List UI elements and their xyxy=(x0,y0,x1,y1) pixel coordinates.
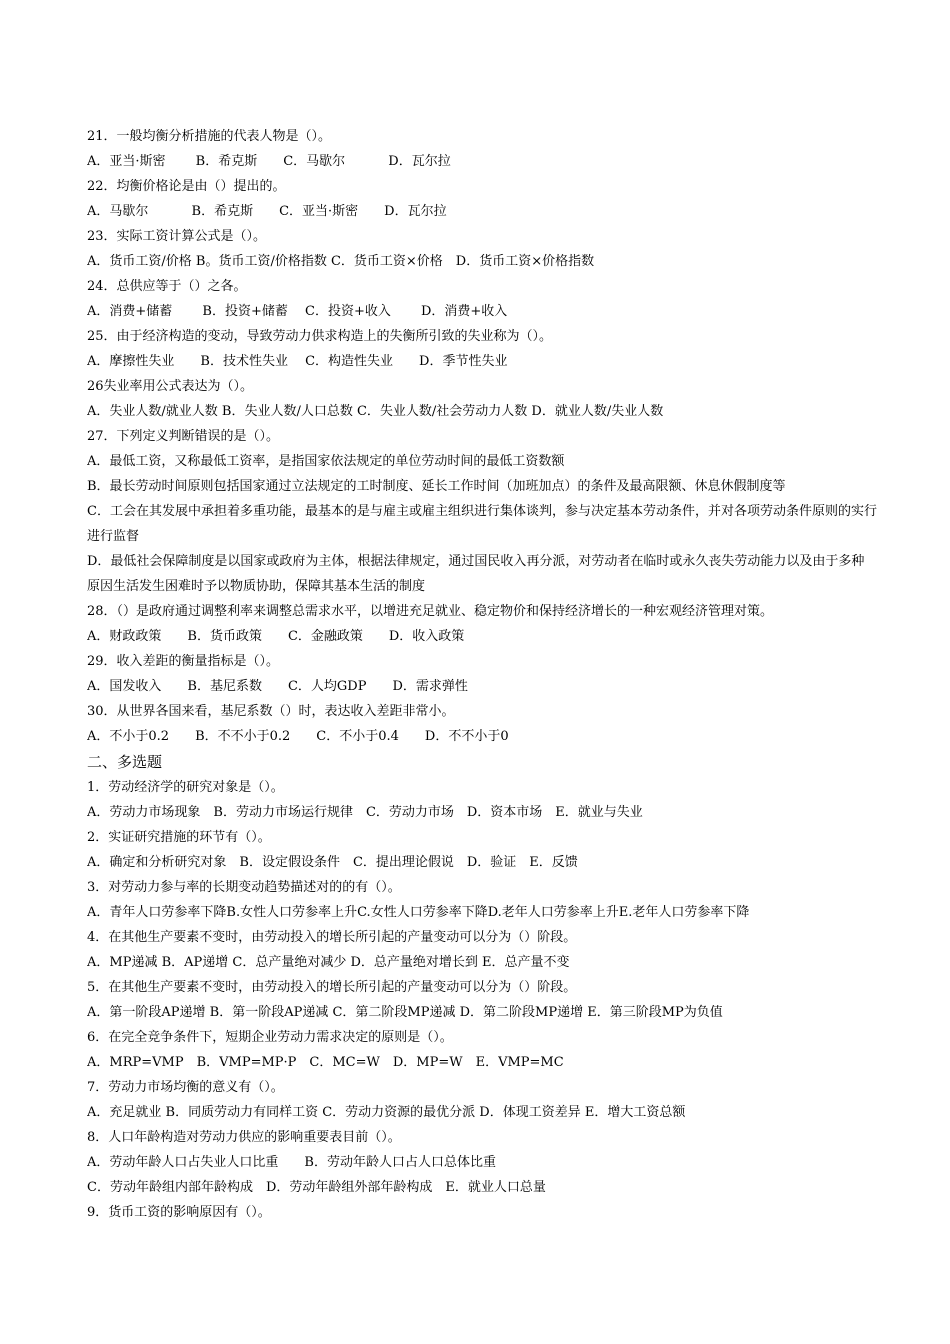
mq6-options: A．MRP=VMP B．VMP=MP·P C．MC=W D．MP=W E．VMP=MC xyxy=(87,1055,564,1070)
q25-text: 25．由于经济构造的变动，导致劳动力供求构造上的失衡所引致的失业称为（）。 xyxy=(87,329,553,344)
mq5-text: 5．在其他生产要素不变时，由劳动投入的增长所引起的产量变动可以分为（）阶段。 xyxy=(87,980,577,995)
mq3-options: A．青年人口劳参率下降B.女性人口劳参率上升C.女性人口劳参率下降D.老年人口劳参率上升E.老年人口劳参率下降 xyxy=(87,905,750,920)
mq8-options-ab: A．劳动年龄人口占失业人口比重 B．劳动年龄人口占人口总体比重 xyxy=(87,1155,496,1170)
q21-text: 21．一般均衡分析措施的代表人物是（）。 xyxy=(87,129,332,144)
q27-option-c: C．工会在其发展中承担着多重功能，最基本的是与雇主或雇主组织进行集体谈判，参与决定基本劳动条件，并对各项劳动条件原则的实行进行监督 xyxy=(87,504,877,544)
mq8-options-cde: C．劳动年龄组内部年龄构成 D．劳动年龄组外部年龄构成 E．就业人口总量 xyxy=(87,1180,546,1195)
section-heading-multiple-choice: 二、多选题 xyxy=(87,753,163,771)
q23-text: 23．实际工资计算公式是（）。 xyxy=(87,229,267,244)
mq2-text: 2．实证研究措施的环节有（）。 xyxy=(87,830,271,845)
q30-text: 30．从世界各国来看，基尼系数（）时，表达收入差距非常小。 xyxy=(87,704,455,719)
q28-options: A．财政政策 B．货币政策 C．金融政策 D．收入政策 xyxy=(87,629,465,644)
q24-text: 24．总供应等于（）之各。 xyxy=(87,279,247,294)
q26-text: 26失业率用公式表达为（）。 xyxy=(87,379,254,394)
document-page xyxy=(87,124,877,1225)
mq6-text: 6．在完全竞争条件下，短期企业劳动力需求决定的原则是（）。 xyxy=(87,1030,453,1045)
q22-options: A．马歇尔 B．希克斯 C．亚当·斯密 D．瓦尔拉 xyxy=(87,204,447,219)
q27-option-b: B．最长劳动时间原则包括国家通过立法规定的工时制度、延长工作时间（加班加点）的条件及最高限额、休息休假制度等 xyxy=(87,479,786,494)
mq7-options: A．充足就业 B．同质劳动力有同样工资 C．劳动力资源的最优分派 D．体现工资差异 E．增大工资总额 xyxy=(87,1105,686,1120)
q29-text: 29．收入差距的衡量指标是（）。 xyxy=(87,654,280,669)
mq7-text: 7．劳动力市场均衡的意义有（）。 xyxy=(87,1080,284,1095)
q23-options: A．货币工资/价格 B。货币工资/价格指数 C．货币工资×价格 D．货币工资×价格指数 xyxy=(87,254,595,269)
q28-text: 28．（）是政府通过调整利率来调整总需求水平，以增进充足就业、稳定物价和保持经济增长的一种宏观经济管理对策。 xyxy=(87,604,774,619)
mq1-text: 1．劳动经济学的研究对象是（）。 xyxy=(87,780,284,795)
q22-text: 22．均衡价格论是由（）提出的。 xyxy=(87,179,286,194)
mq5-options: A．第一阶段AP递增 B．第一阶段AP递减 C．第二阶段MP递减 D．第二阶段MP递增 E．第三阶段MP为负值 xyxy=(87,1005,723,1020)
mq4-options: A．MP递减 B．AP递增 C．总产量绝对减少 D．总产量绝对增长到 E．总产量不变 xyxy=(87,955,570,970)
q30-options: A．不小于0.2 B．不不小于0.2 C．不小于0.4 D．不不小于0 xyxy=(87,729,509,744)
mq8-text: 8．人口年龄构造对劳动力供应的影响重要表目前（）。 xyxy=(87,1130,401,1145)
mq4-text: 4．在其他生产要素不变时，由劳动投入的增长所引起的产量变动可以分为（）阶段。 xyxy=(87,930,577,945)
q27-text: 27．下列定义判断错误的是（）。 xyxy=(87,429,280,444)
q29-options: A．国发收入 B．基尼系数 C．人均GDP D．需求弹性 xyxy=(87,679,468,694)
q27-option-a: A．最低工资，又称最低工资率，是指国家依法规定的单位劳动时间的最低工资数额 xyxy=(87,454,565,469)
q26-options: A．失业人数/就业人数 B．失业人数/人口总数 C．失业人数/社会劳动力人数 D．就业人数/失业人数 xyxy=(87,404,664,419)
q24-options: A．消费+储蓄 B．投资+储蓄 C．投资+收入 D．消费+收入 xyxy=(87,304,508,319)
q25-options: A．摩擦性失业 B．技术性失业 C．构造性失业 D．季节性失业 xyxy=(87,354,508,369)
mq1-options: A．劳动力市场现象 B．劳动力市场运行规律 C．劳动力市场 D．资本市场 E．就业与失业 xyxy=(87,805,643,820)
mq3-text: 3．对劳动力参与率的长期变动趋势描述对的的有（）。 xyxy=(87,880,401,895)
q21-options: A．亚当·斯密 B．希克斯 C．马歇尔 D．瓦尔拉 xyxy=(87,154,451,169)
mq9-text: 9．货币工资的影响原因有（）。 xyxy=(87,1205,271,1220)
mq2-options: A．确定和分析研究对象 B．设定假设条件 C．提出理论假说 D．验证 E．反馈 xyxy=(87,855,578,870)
q27-option-d: D．最低社会保障制度是以国家或政府为主体，根据法律规定，通过国民收入再分派，对劳动者在临时或永久丧失劳动能力以及由于多种原因生活发生困难时予以物质协助，保障其基本生活的制度 xyxy=(87,554,865,594)
